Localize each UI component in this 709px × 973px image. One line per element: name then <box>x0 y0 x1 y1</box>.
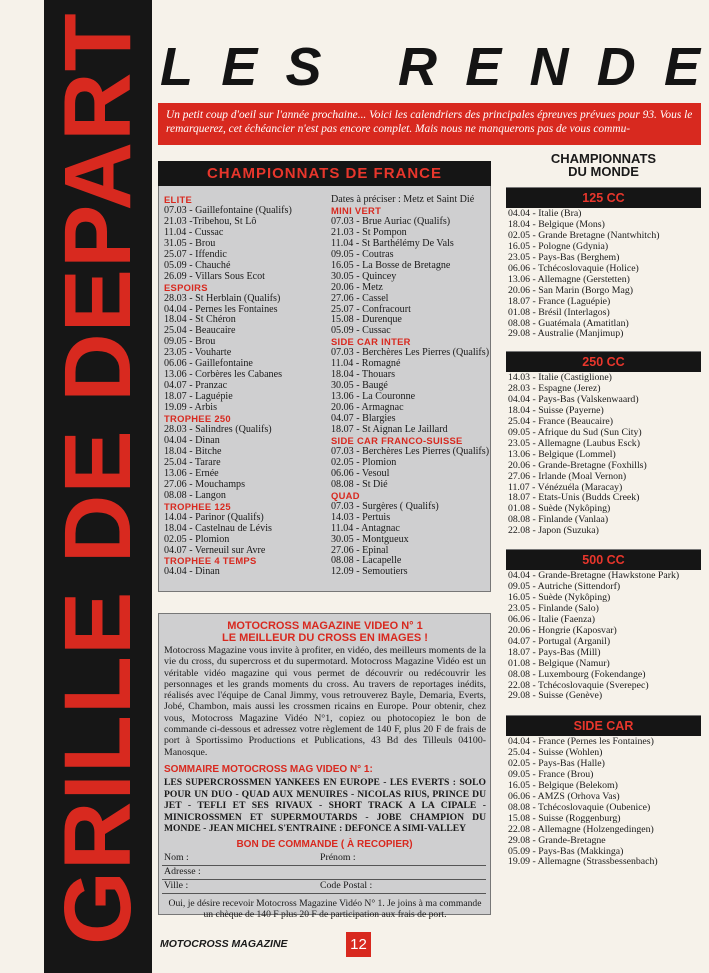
event-entry: 25.07 - Iffendic <box>164 248 227 260</box>
event-entry: 30.05 - Montgueux <box>331 533 409 545</box>
event-entry: 23.05 - Finlande (Salo) <box>508 602 599 614</box>
form-row-address[interactable] <box>162 866 486 880</box>
event-entry: 25.04 - France (Beaucaire) <box>508 415 613 427</box>
event-entry: 01.08 - Belgique (Namur) <box>508 657 610 669</box>
section-header-sidecar: SIDE CAR <box>506 715 701 736</box>
event-entry: 28.03 - Salindres (Qualifs) <box>164 424 272 436</box>
label-adresse: Adresse : <box>164 866 201 877</box>
section-list-250 <box>508 373 703 537</box>
event-entry: 27.06 - Cassel <box>331 292 389 304</box>
event-entry: 11.04 - Cussac <box>164 226 224 238</box>
page-number: 12 <box>346 932 371 957</box>
event-entry: 09.05 - Autriche (Sittendorf) <box>508 580 621 592</box>
event-entry: 22.08 - Allemagne (Holzengedingen) <box>508 823 654 835</box>
event-entry: 18.04 - Bitche <box>164 445 222 457</box>
event-entry: 08.08 - Tchécoslovaquie (Oubenice) <box>508 801 651 813</box>
event-entry: 05.09 - Chauché <box>164 259 231 271</box>
event-entry: 18.07 - Etats-Unis (Budds Creek) <box>508 492 640 504</box>
section-list-500 <box>508 571 703 702</box>
label-nom: Nom : <box>164 852 189 863</box>
event-entry: 02.05 - Pays-Bas (Halle) <box>508 757 605 769</box>
event-entry: 18.07 - Pays-Bas (Mill) <box>508 646 601 658</box>
title-letter: E <box>465 37 502 97</box>
event-entry: 25.04 - Beaucaire <box>164 325 236 337</box>
event-entry: 04.07 - Verneuil sur Avre <box>164 544 266 556</box>
event-entry: 15.08 - Suisse (Roggenburg) <box>508 812 621 824</box>
event-entry: 16.05 - Belgique (Belekom) <box>508 779 618 791</box>
event-entry: 02.05 - Grande Bretagne (Nantwhitch) <box>508 229 660 241</box>
event-entry: 26.09 - Villars Sous Ecot <box>164 270 265 282</box>
event-entry: 07.03 - Berchères Les Pierres (Qualifs) <box>331 445 490 457</box>
intro-text: Un petit coup d'oeil sur l'année prochaine... Voici les calendriers des principales épreuves prévues pour 93. Vous le remarquerez, cet échéancier n'est pas encore complet. Mais nous ne manquerons pas de vous commu- <box>158 103 701 145</box>
event-entry: 27.06 - Irlande (Moal Vernon) <box>508 470 627 482</box>
event-entry: 08.08 - Finlande (Vanlaa) <box>508 514 609 526</box>
event-entry: 06.06 - AMZS (Orhova Vas) <box>508 790 620 802</box>
title-letter: E <box>663 37 700 97</box>
category-label: ELITE <box>164 194 193 205</box>
event-entry: 25.04 - Suisse (Wohlen) <box>508 746 603 758</box>
event-entry: 04.07 - Pranzac <box>164 380 228 392</box>
section-header-250: 250 CC <box>506 351 701 372</box>
event-entry: 04.04 - Italie (Bra) <box>508 208 582 219</box>
event-entry: 20.06 - Metz <box>331 281 383 293</box>
france-left-column <box>164 195 292 578</box>
event-entry: 14.03 - Italie (Castiglione) <box>508 372 612 383</box>
world-title-line1: CHAMPIONNATS <box>550 151 657 166</box>
event-entry: 01.08 - Suède (Nykôping) <box>508 503 611 515</box>
event-entry: 01.08 - Brésil (Interlagos) <box>508 306 610 318</box>
event-entry: 11.04 - Antagnac <box>331 522 400 534</box>
page-title <box>160 36 700 98</box>
event-entry: 18.04 - St Chéron <box>164 314 236 326</box>
event-entry: 18.04 - Castelnau de Lévis <box>164 522 272 534</box>
video-title <box>165 620 485 644</box>
event-entry: 25.04 - Tarare <box>164 456 221 468</box>
event-entry: 07.03 - Gaillefontaine (Qualifs) <box>164 204 292 216</box>
label-ville: Ville : <box>164 880 189 891</box>
event-entry: 18.04 - Belgique (Mons) <box>508 218 605 230</box>
event-entry: 18.07 - Laguépie <box>164 391 233 403</box>
event-entry: 18.04 - Thouars <box>331 369 396 381</box>
world-title <box>506 152 701 178</box>
event-entry: 13.06 - La Couronne <box>331 391 416 403</box>
event-entry: 08.08 - Langon <box>164 489 226 501</box>
event-entry: 04.04 - Dinan <box>164 566 220 578</box>
event-entry: 04.04 - Pays-Bas (Valskenwaard) <box>508 393 639 405</box>
event-entry: Dates à préciser : Metz et Saint Dié <box>331 194 475 205</box>
event-entry: 31.05 - Brou <box>164 237 216 249</box>
event-entry: 09.05 - France (Brou) <box>508 768 594 780</box>
event-entry: 19.09 - Arbis <box>164 402 217 414</box>
event-entry: 05.09 - Pays-Bas (Makkinga) <box>508 845 624 857</box>
event-entry: 23.05 - Allemagne (Laubus Esck) <box>508 437 640 449</box>
event-entry: 14.04 - Parinor (Qualifs) <box>164 511 264 523</box>
france-right-column <box>331 195 489 578</box>
event-entry: 15.08 - Durenque <box>331 314 402 326</box>
title-letter: R <box>398 37 437 97</box>
event-entry: 21.03 -Tribehou, St Lô <box>164 215 257 227</box>
video-body: Motocross Magazine vous invite à profiter, en vidéo, des meilleurs moments de la vie du cross, du supercross et du supermotard. Motocross Magazine Vidéo est un véritable vidéo magazine qui vous permet de découvrir ou redécouvrir les personnages et les grands moments du cross. Au travers de reportages inédits, réalisés avec l'équipe de Canal Jimmy, vous retrouverez Bayle, Demaria, Everts, Jobé, Chambon, mais aussi les crossmen ricains en Europe. Pour obtenir, chez vous, Motocross Magazine Vidéo N°1, copiez ou photocopiez le bon de commande ci-dessous et adressez votre règlement de 140 F, plus 20 F de frais de port à Sportissimo Productions et Publications, 43 Bd des Tilleuls 04100-Manosque. <box>164 645 486 758</box>
event-entry: 04.04 - Pernes les Fontaines <box>164 303 278 315</box>
event-entry: 20.06 - Grande-Bretagne (Foxhills) <box>508 459 647 471</box>
event-entry: 28.03 - Espagne (Jerez) <box>508 382 601 394</box>
event-entry: 05.09 - Cussac <box>331 325 391 337</box>
category-label: SIDE CAR FRANCO-SUISSE <box>331 434 463 446</box>
label-prenom: Prénom : <box>320 852 356 863</box>
event-entry: 20.06 - Armagnac <box>331 402 404 414</box>
event-entry: 18.04 - Suisse (Payerne) <box>508 404 604 416</box>
event-entry: 02.05 - Plomion <box>164 533 230 545</box>
event-entry: 25.07 - Confracourt <box>331 303 411 315</box>
event-entry: 11.04 - Romagné <box>331 358 401 370</box>
event-entry: 13.06 - Belgique (Lommel) <box>508 448 616 460</box>
sommaire-body: LES SUPERCROSSMEN YANKEES EN EUROPE - LES EVERTS : SOLO POUR UN DUO - QUAD AUX MENUIRES - NICOLAS RIUS, PRINCE DU JET - TEFLI ET SES RIVAUX - SHORT TRACK A LA CIPALE - MINICROSSMEN ET SUPERMOUTARDS - JOBE CHAMPION DU MONDE - JEAN MICHEL S'ENTRAINE : DEFONCE A SIMI-VALLEY <box>164 777 486 834</box>
title-letter: N <box>529 37 569 97</box>
order-form <box>162 852 486 894</box>
event-entry: 06.06 - Italie (Faenza) <box>508 613 596 625</box>
event-entry: 16.05 - Suède (Nykôping) <box>508 591 611 603</box>
event-entry: 11.04 - St Barthélémy De Vals <box>331 237 454 249</box>
event-entry: 09.05 - Afrique du Sud (Sun City) <box>508 426 642 438</box>
section-list-sidecar <box>508 737 703 868</box>
event-entry: 14.03 - Pertuis <box>331 511 391 523</box>
event-entry: 08.08 - Guatémala (Amatitlan) <box>508 317 629 329</box>
title-letter: D <box>596 37 636 97</box>
event-entry: 11.07 - Vénézuéla (Maracay) <box>508 481 623 493</box>
event-entry: 06.06 - Vesoul <box>331 467 390 479</box>
category-label: QUAD <box>331 489 360 501</box>
event-entry: 06.06 - Gaillefontaine <box>164 358 253 370</box>
event-entry: 30.05 - Quincey <box>331 270 397 282</box>
event-entry: 04.04 - France (Pernes les Fontaines) <box>508 736 654 747</box>
order-form-title: BON DE COMMANDE ( À RECOPIER) <box>236 839 413 850</box>
event-entry: 27.06 - Epinal <box>331 544 389 556</box>
event-entry: 07.03 - Brue Auriac (Qualifs) <box>331 215 451 227</box>
event-entry: 29.08 - Suisse (Genève) <box>508 690 603 702</box>
section-header-125: 125 CC <box>506 187 701 208</box>
video-title-line2: LE MEILLEUR DU CROSS EN IMAGES ! <box>222 632 428 644</box>
event-entry: 20.06 - San Marin (Borgo Mag) <box>508 284 633 296</box>
event-entry: 04.04 - Dinan <box>164 434 220 446</box>
event-entry: 08.08 - Luxembourg (Fokendange) <box>508 668 646 680</box>
vertical-title: GRILLE DE DEPART <box>45 12 151 945</box>
event-entry: 16.05 - La Bosse de Bretagne <box>331 259 451 271</box>
section-list-125 <box>508 209 703 340</box>
event-entry: 20.06 - Hongrie (Kaposvar) <box>508 624 617 636</box>
event-entry: 22.08 - Japon (Suzuka) <box>508 525 599 537</box>
event-entry: 06.06 - Tchécoslovaquie (Holice) <box>508 262 639 274</box>
footer-brand: MOTOCROSS MAGAZINE <box>160 938 288 950</box>
event-entry: 18.07 - St Aignan Le Jaillard <box>331 424 448 436</box>
event-entry: 13.06 - Allemagne (Gerstetten) <box>508 273 630 285</box>
video-title-line1: MOTOCROSS MAGAZINE VIDEO N° 1 <box>227 620 423 632</box>
event-entry: 18.07 - France (Laguépie) <box>508 295 611 307</box>
category-label: SIDE CAR INTER <box>331 336 411 348</box>
event-entry: 08.08 - St Dié <box>331 478 388 490</box>
event-entry: 21.03 - St Pompon <box>331 226 407 238</box>
form-row-name[interactable] <box>162 852 486 866</box>
event-entry: 02.05 - Plomion <box>331 456 397 468</box>
world-title-line2: DU MONDE <box>568 164 639 179</box>
title-letter: S <box>285 37 322 97</box>
event-entry: 29.08 - Grande-Bretagne <box>508 834 606 846</box>
event-entry: 13.06 - Corbères les Cabanes <box>164 369 283 381</box>
title-letter: L <box>160 37 193 97</box>
event-entry: 07.03 - Surgères ( Qualifs) <box>331 500 439 512</box>
event-entry: 09.05 - Brou <box>164 336 216 348</box>
event-entry: 27.06 - Mouchamps <box>164 478 246 490</box>
event-entry: 12.09 - Semoutiers <box>331 566 408 578</box>
category-label: TROPHEE 4 TEMPS <box>164 555 257 567</box>
event-entry: 30.05 - Baugé <box>331 380 388 392</box>
event-entry: 16.05 - Pologne (Gdynia) <box>508 240 609 252</box>
event-entry: 08.08 - Lacapelle <box>331 555 402 567</box>
event-entry: 29.08 - Australie (Manjimup) <box>508 328 624 340</box>
event-entry: 19.09 - Allemagne (Strassbessenbach) <box>508 856 658 868</box>
category-label: MINI VERT <box>331 204 382 216</box>
event-entry: 07.03 - Berchères Les Pierres (Qualifs) <box>331 347 490 359</box>
sommaire-title: SOMMAIRE MOTOCROSS MAG VIDEO N° 1: <box>164 764 373 775</box>
category-label: TROPHEE 125 <box>164 500 231 512</box>
event-entry: 28.03 - St Herblain (Qualifs) <box>164 292 281 304</box>
event-entry: 22.08 - Tchécoslovaquie (Sverepec) <box>508 679 649 691</box>
event-entry: 09.05 - Coutras <box>331 248 394 260</box>
category-label: TROPHEE 250 <box>164 413 231 425</box>
section-header-500: 500 CC <box>506 549 701 570</box>
title-letter: E <box>221 37 258 97</box>
form-row-city[interactable] <box>162 880 486 894</box>
event-entry: 04.04 - Grande-Bretagne (Hawkstone Park) <box>508 570 680 581</box>
event-entry: 04.07 - Portugal (Arganil) <box>508 635 611 647</box>
event-entry: 04.07 - Blargies <box>331 413 396 425</box>
france-header: CHAMPIONNATS DE FRANCE <box>158 161 491 186</box>
label-code: Code Postal : <box>320 880 373 891</box>
event-entry: 23.05 - Pays-Bas (Berghem) <box>508 251 620 263</box>
event-entry: 23.05 - Vouharte <box>164 347 232 359</box>
event-entry: 13.06 - Ernée <box>164 467 219 479</box>
order-confirm-text: Oui, je désire recevoir Motocross Magazine Vidéo N° 1. Je joins à ma commande un chèque de 140 F plus 20 F de participation aux frais de port. <box>168 898 482 920</box>
category-label: ESPOIRS <box>164 281 208 293</box>
